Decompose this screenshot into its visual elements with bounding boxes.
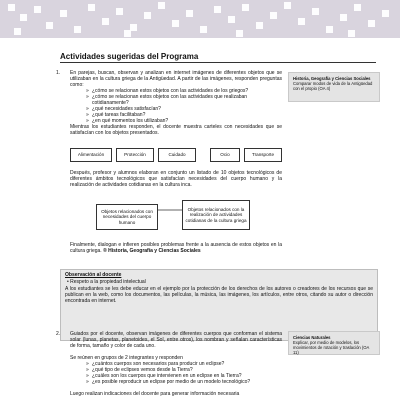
activity-2-number: 2. [56, 331, 61, 337]
list-item: » ¿en qué momentos los utilizaban? [86, 118, 282, 124]
sidebar-title: Ciencias Naturales [293, 335, 331, 340]
diagram-left-box: Objetos relacionados con necesidades del cuerpo humano [96, 204, 158, 230]
activity-2-text: Guiados por el docente, observan imágenes de diferentes cuerpos que conforman el sistema solar (lunas, planetas, planetoides, el Sol, entre otros), los nombran y señalan características de forma, tamaño y color de cada uno. [70, 331, 282, 349]
sidebar-historia [288, 72, 380, 102]
activity-1-questions [86, 88, 282, 124]
observation-bullet-text: Respeto a la propiedad intelectual [70, 279, 146, 285]
title-divider [60, 62, 376, 63]
diagram-connector [60, 196, 290, 240]
activity-1-closing [70, 242, 282, 254]
card-proteccion: Protección [116, 148, 154, 162]
card-ocio: Ocio [210, 148, 240, 162]
diagram-right-box: Objetos relacionados con la realización de actividades cotidianas de la cultura griega [182, 200, 250, 230]
sidebar-text: Explicar, por medio de modelos, los movimientos de rotación y traslación (OA 11) [293, 340, 370, 355]
observation-text: A los estudiantes se les debe educar en el ejemplo por la protección de los derechos de los autores o creadores de los recursos que se publican en la web, como los documentos, las películas, la música, las imágenes, los artículos, entre otros, citando su autor o dirección encontrada en internet. [65, 286, 373, 304]
card-transporte: Transporte [244, 148, 282, 162]
observation-heading: Observación al docente [65, 272, 122, 278]
sidebar-title: Historia, Geografía y Ciencias Sociales [293, 76, 371, 81]
sidebar-ciencias [288, 331, 380, 355]
activity-1-text: En parejas, buscan, observan y analizan en internet imágenes de diferentes objetos que se utilizaban en la cultura griega de la Antigüedad. A partir de las imágenes, responden preguntas como: [70, 70, 282, 88]
list-item: » ¿es posible reproducir un eclipse por medio de un modelo tecnológico? [86, 379, 282, 385]
card-alimentacion: Alimentación [70, 148, 112, 162]
observation-bullet: • Respeto a la propiedad intelectual [67, 279, 146, 285]
activity-1-after-questions: Mientras los estudiantes responden, el docente muestra carteles con necesidades que se satisfacían con los objetos presentados. [70, 124, 282, 136]
list-item: » ¿qué tipo de eclipses vemos desde la Tierra? [86, 367, 282, 373]
list-item: » ¿qué necesidades satisfacían? [86, 106, 282, 112]
list-item: » ¿cómo se relacionan estos objetos con las actividades de los griegos? [86, 88, 282, 94]
list-item: » ¿qué tareas facilitaban? [86, 112, 282, 118]
sidebar-text: Comparar modos de vida de la Antigüedad con el propio (OA 4) [293, 81, 373, 91]
activity-2-questions [86, 361, 282, 385]
header-pattern [0, 0, 400, 38]
page-title: Actividades sugeridas del Programa [60, 52, 199, 61]
closing-reference: ® Historia, Geografía y Ciencias Sociales [103, 248, 201, 254]
activity-2-tail: Luego realizan indicaciones del docente para generar información necesaria [70, 391, 240, 397]
activity-2-groups: Se reúnen en grupos de 2 integrantes y responden [70, 355, 183, 361]
list-item: » ¿cuántos cuerpos son necesarios para producir un eclipse? [86, 361, 282, 367]
closing-text: Finalmente, dialogan e infieren posibles problemas frente a la ausencia de estos objetos en la cultura griega. [70, 242, 282, 254]
activity-1-followup: Después, profesor y alumnos elaboran en conjunto un listado de 10 objetos tecnológicos de diferentes ámbitos tecnológicos que satisfacían necesidades del cuerpo humano y la realización de actividades cotidianas en la cultura inca. [70, 170, 282, 188]
activity-1-number: 1. [56, 70, 61, 76]
list-item: » ¿cuáles son los cuerpos que intervienen en un eclipse en la Tierra? [86, 373, 282, 379]
card-cuidado: Cuidado [158, 148, 196, 162]
list-item: » ¿cómo se relacionan estos objetos con las actividades que realizaban cotidianamente? [86, 94, 282, 106]
